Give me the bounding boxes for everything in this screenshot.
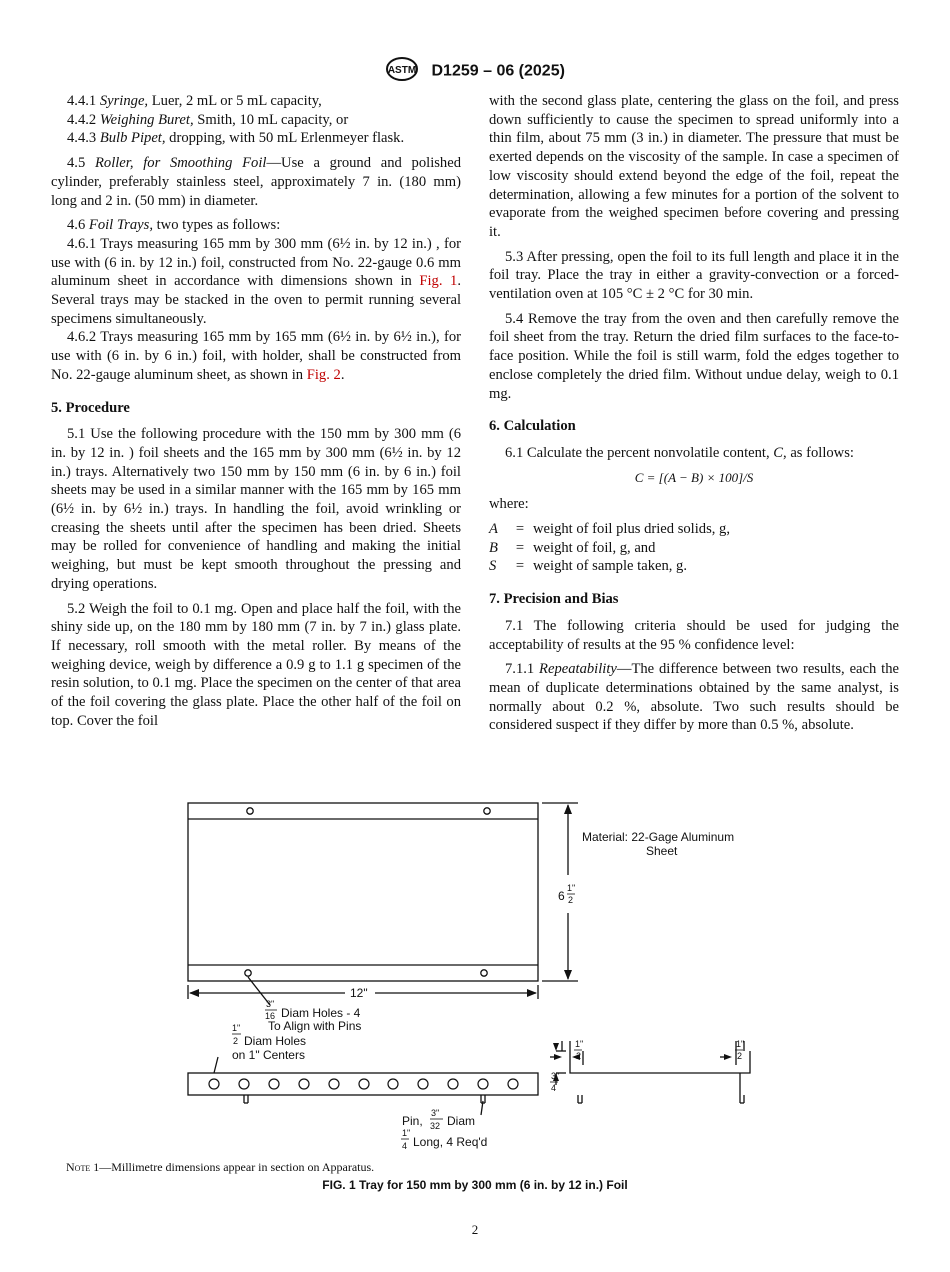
small-hole-fraction: 1": [232, 1023, 241, 1033]
para-4-4-1: 4.4.1 Syringe, Luer, 2 mL or 5 mL capacity,: [67, 93, 322, 109]
where-label: where:: [489, 496, 529, 513]
para-5-1: 5.1 Use the following procedure with the 150 mm by 300 mm (6 in. by 12 in. ) foil sheets and the 165 mm by 300 mm (6½ in. by 12 in.) trays. Alternatively two 150 mm by 150 mm (6 in. by 6 in.) foil sheets may be used in a similar manner with the 165 mm by 165 mm (6½ in. by 6½ in.) trays. In handling the foil, avoid wrinkling or creasing the sheets until after the specimen has been dried. Sheets may be rolled for convenience of handling and making the initial weighing, but must be kept smooth throughout the pressing and drying operations.: [51, 426, 461, 592]
para-4-6-2: 4.6.2 Trays measuring 165 mm by 165 mm (6½ in. by 6½ in.), for use with (6 in. by 6 in.) foil, with holder, shall be constructed from No. 22-gauge aluminum sheet, as shown in Fig. 2.: [51, 329, 461, 383]
section-5-heading: 5. Procedure: [51, 399, 130, 416]
definition-row: A = weight of foil plus dried solids, g,: [489, 521, 731, 538]
standard-designation: D1259 – 06 (2025): [431, 62, 565, 80]
svg-text:ASTM: ASTM: [387, 65, 417, 76]
small-hole-fraction: 2: [233, 1036, 239, 1046]
tray-section-profile: [570, 1051, 750, 1073]
definition-row: S = weight of sample taken, g.: [489, 558, 688, 575]
left-column: [51, 92, 461, 737]
lip-fraction: 2: [737, 1051, 743, 1061]
material-label: Sheet: [646, 844, 678, 858]
fig2-link[interactable]: Fig. 2: [306, 366, 341, 383]
para-6-1: 6.1 Calculate the percent nonvolatile content, C, as follows:: [505, 444, 854, 461]
page-header: [0, 56, 950, 87]
lip-fraction: 1": [736, 1039, 745, 1049]
hole-fraction: 16: [265, 1011, 276, 1021]
figure-1-drawing: [150, 795, 800, 1165]
pin-length-fraction: 4: [402, 1141, 408, 1151]
height-fraction: 1": [567, 883, 576, 893]
para-4-4-3: 4.4.3 Bulb Pipet, dropping, with 50 mL Erlenmeyer flask.: [67, 130, 405, 147]
para-7-1-1: 7.1.1 Repeatability—The difference between two results, each the mean of duplicate determinations obtained by the same analyst, is normally about 0.2 %, absolute. Two such results should be considered suspect if they differ by more than 0.5 %, absolute.: [489, 661, 899, 734]
formula: C = [(A − B) × 100]/S: [634, 469, 754, 485]
para-5-2: 5.2 Weigh the foil to 0.1 mg. Open and place half the foil, with the shiny side up, on the 180 mm by 180 mm (7 in. by 7 in.) glass plate. If necessary, roll smooth with the metal roller. By means of the weighing device, weigh by difference a 0.9 g to 1.1 g specimen of the resin solution, to 0.1 mg. Place the specimen on the center of that area of the foil covering the glass plate. Place the other half of the foil on top. Cover the foil: [51, 600, 461, 729]
pin-fraction: 32: [430, 1121, 441, 1131]
para-5-4: 5.4 Remove the tray from the oven and then carefully remove the foil sheet from the tray. Return the dried film surfaces to the face-to-face position. While the foil is still warm, fold the edges together to enclose completely the dried film. Without undue delay, weigh to 0.1 mg.: [489, 310, 899, 402]
section-6-heading: 6. Calculation: [489, 418, 576, 435]
para-7-1: 7.1 The following criteria should be used for judging the acceptability of results at the 95 % confidence level:: [489, 617, 899, 653]
fig1-link[interactable]: Fig. 1: [419, 273, 458, 290]
depth-fraction: 4: [551, 1083, 557, 1093]
para-5-3: 5.3 After pressing, open the foil to its full length and place it in the foil tray. Place the tray in either a gravity-convection or a forced-ventilation oven at 105 °C ± 2 °C for 30 min.: [489, 248, 899, 303]
right-column: [489, 92, 899, 741]
para-4-6: 4.6 Foil Trays, two types as follows:: [67, 217, 281, 234]
page-number: 2: [471, 1222, 479, 1237]
lip-fraction: 1": [575, 1039, 584, 1049]
align-hole: [481, 970, 487, 976]
depth-fraction: 3": [551, 1071, 560, 1081]
para-5-2-cont: with the second glass plate, centering the glass on the foil, and press down sufficiently to cause the specimen to spread uniformly into a thin film, about 75 mm (3 in.) in diameter. The pressure that must be exerted depends on the viscosity of the sample. In case a specimen of low viscosity should extend beyond the edge of the foil, repeat the determination, allowing a few minutes for a portion of the solvent to evaporate from the weighed specimen before covering and pressing it.: [489, 93, 899, 240]
small-holes-label: on 1" Centers: [232, 1048, 305, 1062]
section-7-heading: 7. Precision and Bias: [489, 591, 619, 608]
lip-fraction: 2: [576, 1051, 582, 1061]
align-hole: [247, 808, 253, 814]
para-4-4-2: 4.4.2 Weighing Buret, Smith, 10 mL capacity, or: [67, 111, 349, 128]
figure-note: Note 1—Millimetre dimensions appear in section on Apparatus.: [66, 1160, 375, 1174]
small-holes-label: Diam Holes: [244, 1034, 307, 1048]
hole-fraction: 3": [266, 999, 275, 1009]
tray-side-strip: [188, 1073, 538, 1095]
pin-length-fraction: 1": [402, 1128, 411, 1138]
width-label: 12": [350, 986, 368, 1000]
para-4-5: 4.5 Roller, for Smoothing Foil—Use a ground and polished cylinder, preferably stainless steel, approximately 7 in. (180 mm) long and 2 in. (50 mm) in diameter.: [51, 155, 461, 209]
figure-caption: FIG. 1 Tray for 150 mm by 300 mm (6 in. by 12 in.) Foil: [322, 1178, 628, 1192]
height-fraction: 2: [568, 895, 574, 905]
align-holes-label: To Align with Pins: [268, 1019, 362, 1033]
pin-label: Diam: [447, 1114, 476, 1128]
definitions-table: [489, 520, 730, 576]
pin-label: Long, 4 Req'd: [413, 1135, 488, 1149]
align-hole: [484, 808, 490, 814]
pitch-holes: [209, 1079, 518, 1089]
align-hole: [245, 970, 251, 976]
material-label: Material: 22-Gage Aluminum: [582, 830, 735, 844]
definition-row: B = weight of foil, g, and: [489, 539, 656, 556]
pin-fraction: 3": [431, 1108, 440, 1118]
para-4-6-1: 4.6.1 Trays measuring 165 mm by 300 mm (6½ in. by 12 in.) , for use with (6 in. by 12 in.) foil, constructed from No. 22-gauge 0.6 mm aluminum sheet in accordance with dimensions shown in Fig. 1. Several trays may be stacked in the oven to permit running several specimens simultaneously.: [51, 235, 462, 327]
pin-label: Pin,: [402, 1114, 423, 1128]
tray-plan-outline: [188, 803, 538, 981]
align-holes-label: Diam Holes - 4: [281, 1006, 361, 1020]
astm-logo-icon: [385, 56, 419, 87]
height-whole: 6: [558, 889, 565, 903]
